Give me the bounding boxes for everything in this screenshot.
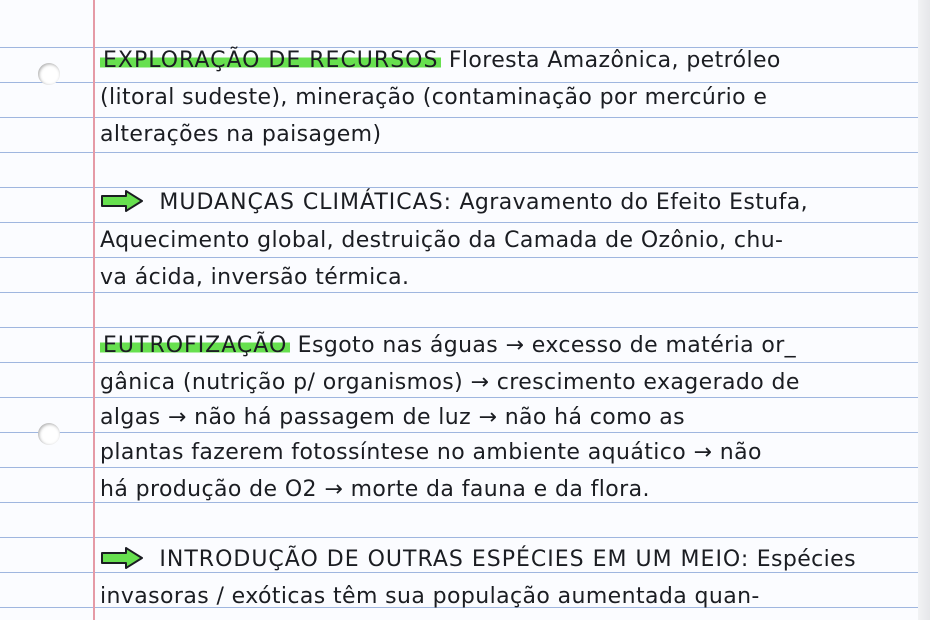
section-heading: MUDANÇAS CLIMÁTICAS:	[159, 190, 453, 215]
section-line: Aquecimento global, destruição da Camada de Ozônio, chu-	[100, 228, 784, 253]
section-heading: INTRODUÇÃO DE OUTRAS ESPÉCIES EM UM MEIO:	[159, 547, 750, 572]
section-line: gânica (nutrição p/ organismos) → crescimento exagerado de	[100, 370, 800, 395]
margin-line	[93, 0, 95, 620]
binder-hole	[38, 63, 60, 85]
section-line: (litoral sudeste), mineração (contaminação por mercúrio e	[100, 85, 768, 110]
section-line	[100, 333, 796, 358]
section-line	[100, 190, 808, 218]
section-line: invasoras / exóticas têm sua população aumentada quan-	[100, 584, 760, 609]
section-text: Espécies	[756, 547, 856, 572]
binder-hole	[38, 423, 60, 445]
section-heading-highlighted: EXPLORAÇÃO DE RECURSOS	[100, 48, 441, 73]
section-line: va ácida, inversão térmica.	[100, 265, 410, 290]
section-text: Agravamento do Efeito Estufa,	[459, 190, 809, 215]
section-line: há produção de O2 → morte da fauna e da flora.	[100, 477, 650, 502]
section-line: algas → não há passagem de luz → não há como as	[100, 405, 685, 430]
section-line	[100, 48, 781, 73]
green-arrow-icon	[100, 190, 144, 218]
section-line: plantas fazerem fotossíntese no ambiente aquático → não	[100, 440, 762, 465]
page-edge	[918, 0, 930, 620]
section-line: alterações na paisagem)	[100, 122, 382, 147]
section-text: Esgoto nas águas → excesso de matéria or_	[297, 333, 797, 358]
green-arrow-icon	[100, 547, 144, 575]
section-text: Floresta Amazônica, petróleo	[448, 48, 781, 73]
section-line	[100, 547, 856, 575]
section-heading-highlighted: EUTROFIZAÇÃO	[100, 333, 290, 358]
